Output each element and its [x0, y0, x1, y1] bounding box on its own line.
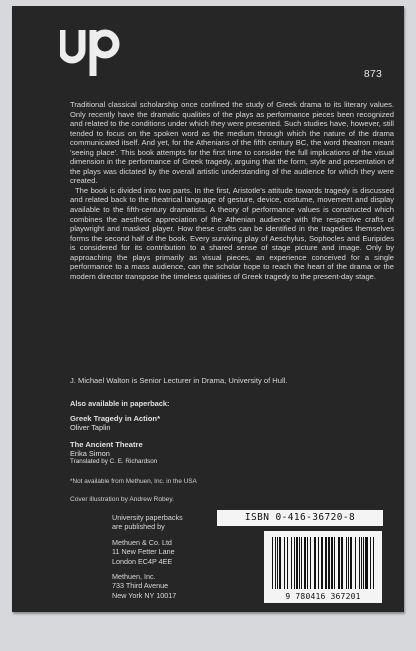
isbn-label: ISBN 0-416-36720-8: [217, 510, 383, 526]
uk-address-line: London EC4P 4EE: [112, 556, 173, 566]
barcode-number: 9 780416 367201: [285, 592, 361, 601]
book-author: Erika Simon: [70, 449, 110, 458]
blurb: [70, 100, 394, 281]
also-available-heading: Also available in paperback:: [70, 399, 170, 408]
up-logo: [60, 26, 124, 78]
us-address-line: Methuen, Inc.: [112, 572, 156, 582]
back-cover: [12, 6, 404, 612]
imprint-line: University paperbacks: [112, 513, 183, 522]
book-title: The Ancient Theatre: [70, 440, 143, 449]
cover-illustration-credit: Cover illustration by Andrew Robey.: [70, 496, 174, 503]
book-author: Oliver Taplin: [70, 423, 111, 432]
book-translator: Translated by C. E. Richardson: [70, 458, 158, 465]
series-number: 873: [363, 68, 382, 80]
related-book: [70, 414, 390, 432]
barcode-bars: [264, 531, 382, 593]
blurb-paragraph-2: The book is divided into two parts. In the first, Aristotle's attitude towards tragedy is discussed and related back to the theatrical language of gesture, device, costume, movement and display available to the fifth-century dramatists. A theory of performance values is constructed which combines the aesthetic appreciation of the Athenian audience with the respective crafts of playwright and masked player. How these crafts can be identified in the tragedies themselves forms the second half of the book. Every surviving play of Aeschylus, Sophocles and Euripides is considered for its contribution to a shared sense of stage picture and image. Only by approaching the plays primarily as visual pieces, an experience conceived for a single performance to a mass audience, can the scholar hope to reach the heart of the drama or the modern director transpose the timeless qualities of Greek tragedy to the present-day stage.: [70, 185, 394, 281]
also-available: [70, 399, 390, 473]
us-address-line: 733 Third Avenue: [112, 581, 169, 591]
uk-address-line: Methuen & Co. Ltd: [112, 537, 172, 547]
us-address-line: New York NY 10017: [112, 590, 177, 600]
uk-address-line: 11 New Fetter Lane: [112, 547, 175, 557]
related-book: [70, 440, 390, 465]
availability-note: *Not available from Methuen, Inc. in the USA: [70, 478, 197, 485]
imprint-line: are published by: [112, 522, 165, 532]
author-note: J. Michael Walton is Senior Lecturer in Drama, University of Hull.: [70, 376, 288, 385]
publisher-imprint: [112, 513, 212, 600]
blurb-paragraph-1: Traditional classical scholarship once confined the study of Greek drama to its literary values. Only recently have the dramatic qualities of the plays as performance pieces been recognized and related to the conditions under which they were presented. Such studies have, however, still tended to focus on the spoken word as the medium through which the nature of the drama communicated itself. And yet, for the Athenians of the fifth century BC, the word theatron meant 'seeing place'. This book attempts for the first time to consider the full implications of the visual dimension in the performance of Greek tragedy, arguing that the form, style and presentation of the plays was dictated by the overall artistic understanding of the audience for which they were created.: [70, 100, 394, 186]
barcode: [264, 531, 382, 603]
book-title: Greek Tragedy in Action*: [70, 414, 161, 423]
